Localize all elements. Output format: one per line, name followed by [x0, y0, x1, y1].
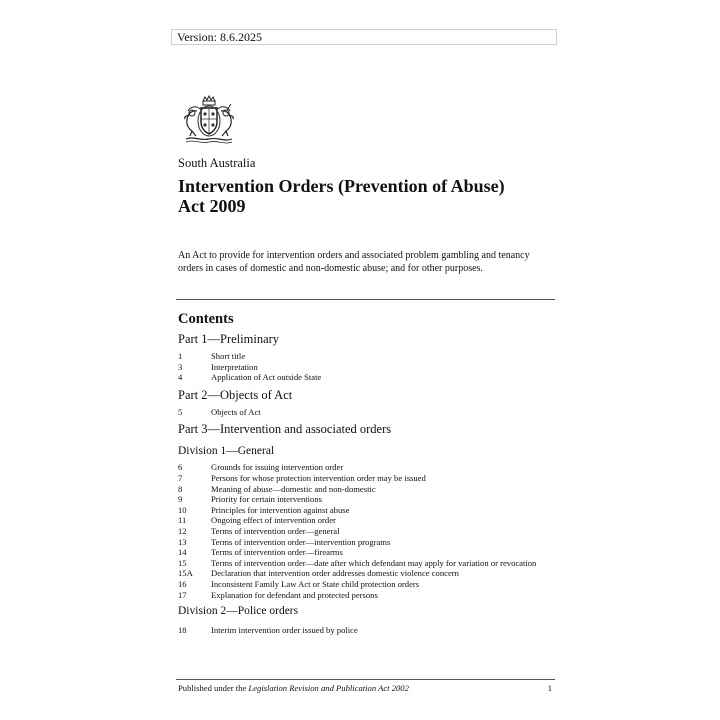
- toc-part-1-entries: [178, 351, 550, 383]
- toc-entry-number: 18: [178, 625, 187, 636]
- toc-entry-text: Ongoing effect of intervention order: [211, 515, 336, 526]
- toc-entry-text: Meaning of abuse—domestic and non-domestic: [211, 483, 376, 494]
- toc-division-1-heading[interactable]: Division 1—General: [178, 445, 275, 458]
- toc-division-2-heading[interactable]: Division 2—Police orders: [178, 605, 299, 618]
- toc-entry-text: Explanation for defendant and protected persons: [211, 589, 378, 600]
- table-of-contents: [178, 332, 550, 641]
- toc-entry-text: Terms of intervention order—intervention programs: [211, 536, 391, 547]
- toc-entry-number: 9: [178, 494, 183, 505]
- toc-entry-number: 7: [178, 472, 183, 483]
- toc-entry[interactable]: [178, 362, 550, 373]
- toc-entry-number: 10: [178, 504, 187, 515]
- toc-entry[interactable]: [178, 537, 550, 548]
- toc-entry-text: Interim intervention order issued by police: [211, 625, 358, 636]
- toc-entry-text: Priority for certain interventions: [211, 494, 322, 505]
- toc-entry[interactable]: [178, 526, 550, 537]
- toc-entry[interactable]: [178, 484, 550, 495]
- version-label: Version: 8.6.2025: [177, 30, 262, 44]
- toc-entry-text: Terms of intervention order—general: [211, 525, 340, 536]
- toc-entry-number: 1: [178, 351, 183, 361]
- toc-entry-text: Terms of intervention order—date after which defendant may apply for variation or revocation: [211, 557, 537, 568]
- toc-entry[interactable]: [178, 351, 550, 362]
- toc-entry[interactable]: [178, 558, 550, 569]
- toc-part-3-heading[interactable]: Part 3—Intervention and associated orders: [178, 422, 392, 437]
- page-number: 1: [547, 683, 552, 693]
- toc-entry-text: Short title: [211, 351, 246, 361]
- toc-entry-number: 3: [178, 361, 183, 372]
- toc-entry-text: Inconsistent Family Law Act or State child protection orders: [211, 578, 420, 589]
- footer-prefix: Published under the: [178, 683, 249, 693]
- page-footer: [178, 683, 552, 694]
- toc-entry-number: 11: [178, 515, 187, 526]
- toc-entry[interactable]: [178, 515, 550, 526]
- toc-entry-text: Interpretation: [211, 361, 258, 372]
- toc-part-1-heading[interactable]: Part 1—Preliminary: [178, 332, 280, 346]
- toc-division-2-entries: [178, 625, 550, 636]
- toc-entry[interactable]: [178, 407, 550, 418]
- toc-entry[interactable]: [178, 579, 550, 590]
- coat-of-arms-icon: [180, 95, 238, 145]
- jurisdiction-label: South Australia: [178, 156, 256, 170]
- contents-heading: Contents: [178, 311, 234, 327]
- footer-act-name: Legislation Revision and Publication Act 2002: [248, 683, 409, 693]
- toc-entry-text: Application of Act outside State: [211, 372, 322, 383]
- toc-entry-number: 4: [178, 372, 183, 383]
- toc-entry[interactable]: [178, 625, 550, 636]
- toc-entry[interactable]: [178, 547, 550, 558]
- toc-entry[interactable]: [178, 505, 550, 516]
- toc-entry-text: Terms of intervention order—firearms: [211, 547, 343, 558]
- long-title: An Act to provide for intervention orders and associated problem gambling and tenancy orders in cases of domestic and non-domestic abuse; and for other purposes.: [178, 250, 530, 274]
- toc-part-2-heading[interactable]: Part 2—Objects of Act: [178, 387, 293, 402]
- toc-entry-text: Grounds for issuing intervention order: [211, 462, 344, 473]
- toc-entry-text: Declaration that intervention order addresses domestic violence concern: [211, 568, 459, 579]
- toc-entry-text: Principles for intervention against abuse: [211, 504, 350, 515]
- toc-division-1-entries: [178, 462, 550, 600]
- act-title: [178, 176, 538, 216]
- toc-entry[interactable]: [178, 473, 550, 484]
- toc-entry-number: 15A: [178, 568, 193, 579]
- section-divider: [176, 299, 555, 300]
- toc-entry-number: 13: [178, 536, 187, 547]
- act-title-line-2: Act 2009: [178, 196, 246, 216]
- toc-entry-number: 6: [178, 462, 183, 473]
- toc-entry-text: Objects of Act: [211, 406, 261, 417]
- footer-publication-note: [178, 683, 409, 694]
- toc-entry[interactable]: [178, 494, 550, 505]
- act-title-line-1: Intervention Orders (Prevention of Abuse): [178, 176, 505, 196]
- footer-divider: [176, 679, 555, 680]
- toc-entry[interactable]: [178, 568, 550, 579]
- toc-entry-text: Persons for whose protection intervention order may be issued: [211, 472, 426, 483]
- toc-part-2-entries: [178, 407, 550, 418]
- toc-entry-number: 8: [178, 483, 183, 494]
- toc-entry-number: 5: [178, 406, 183, 417]
- toc-entry-number: 17: [178, 589, 187, 600]
- toc-entry-number: 14: [178, 547, 187, 558]
- toc-entry[interactable]: [178, 590, 550, 601]
- toc-entry-number: 16: [178, 578, 187, 589]
- toc-entry-number: 12: [178, 525, 187, 536]
- toc-entry[interactable]: [178, 372, 550, 383]
- toc-entry-number: 15: [178, 557, 187, 568]
- version-box: [171, 29, 557, 45]
- toc-entry[interactable]: [178, 462, 550, 473]
